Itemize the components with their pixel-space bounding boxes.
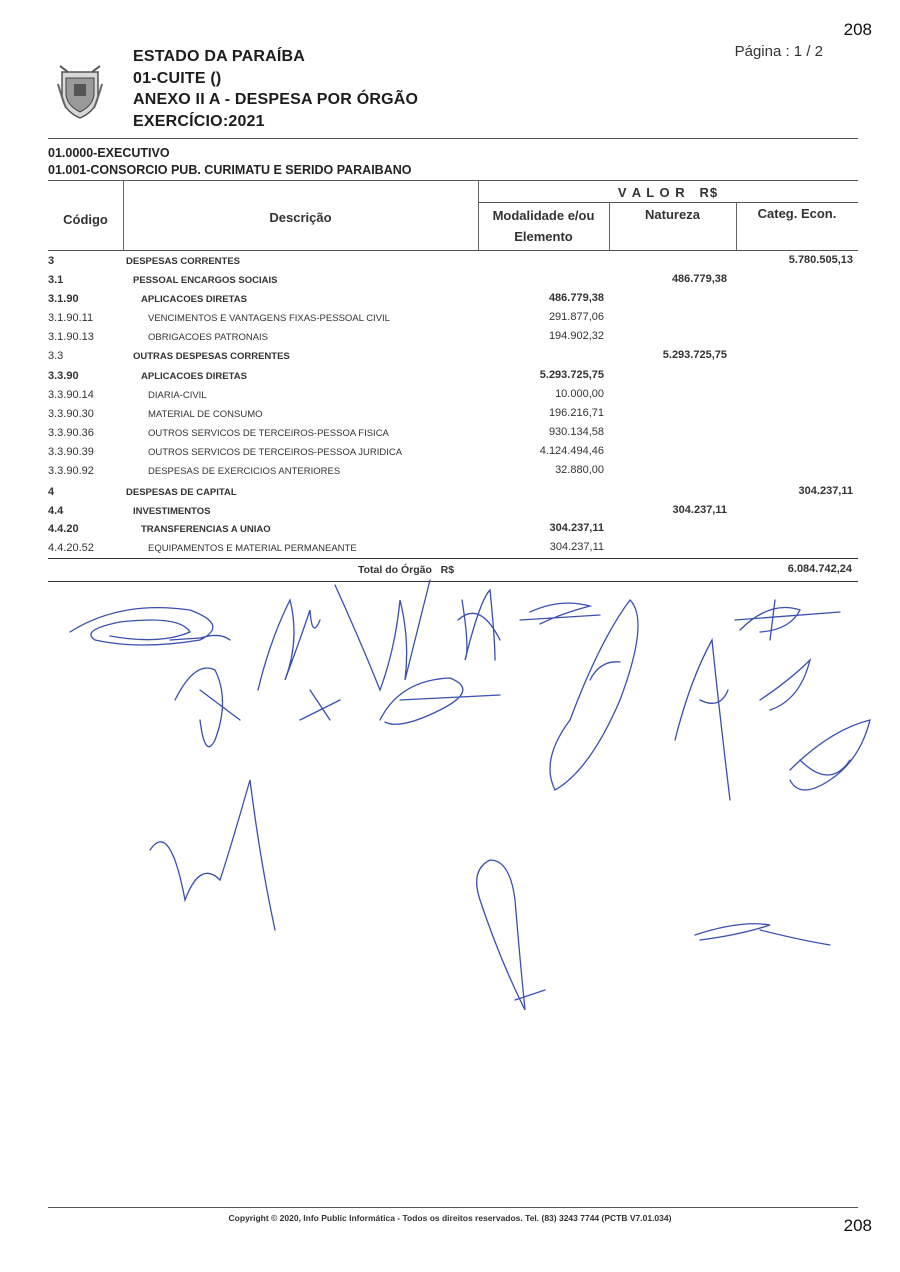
row-modalidade: 304.237,11 [549, 522, 604, 534]
col-header-modalidade: Modalidade e/ou [492, 208, 595, 223]
row-desc: APLICACOES DIRETAS [141, 371, 247, 382]
row-desc: DESPESAS CORRENTES [126, 256, 241, 267]
row-code: 3.3.90.14 [48, 389, 94, 401]
signature-16 [695, 924, 830, 945]
signature-8 [735, 600, 840, 640]
row-modalidade: 291.877,06 [548, 311, 604, 323]
row-modalidade: 5.293.725,75 [539, 369, 604, 381]
signature-1 [70, 608, 230, 645]
row-desc: APLICACOES DIRETAS [141, 294, 247, 305]
footer-copyright: Copyright © 2020, Info Public Informática - Todos os direitos reservados. Tel. (83) 3243 7744 (PCTB V7.01.034) [228, 1213, 672, 1223]
signature-9 [760, 660, 810, 710]
signature-5 [520, 603, 600, 624]
total-label: Total do Órgão R$ [358, 564, 455, 576]
total-value: 6.084.742,24 [787, 563, 852, 575]
header-state: ESTADO DA PARAÍBA [133, 48, 305, 65]
col-header-codigo: Código [63, 212, 108, 227]
row-modalidade: 486.779,38 [548, 292, 604, 304]
row-desc: DESPESAS DE CAPITAL [126, 487, 237, 498]
row-categ: 304.237,11 [798, 485, 853, 497]
signature-11 [790, 720, 870, 790]
row-code: 4 [48, 486, 55, 498]
row-modalidade: 4.124.494,46 [539, 445, 604, 457]
row-code: 3.1 [48, 274, 64, 286]
row-code: 3.3.90.30 [48, 408, 94, 420]
row-modalidade: 32.880,00 [555, 464, 604, 476]
row-code: 3.3.90 [48, 370, 79, 382]
row-code: 4.4 [48, 505, 64, 517]
col-header-descricao: Descrição [269, 210, 332, 225]
col-header-categ: Categ. Econ. [757, 206, 837, 221]
header-entity: 01-CUITE () [133, 70, 222, 87]
signature-12 [175, 668, 240, 747]
row-desc: TRANSFERENCIAS A UNIAO [141, 524, 271, 535]
row-desc: INVESTIMENTOS [133, 506, 211, 517]
row-code: 3.3.90.39 [48, 446, 94, 458]
row-desc: OUTROS SERVICOS DE TERCEIROS-PESSOA FISICA [148, 428, 389, 439]
page-number-top: 208 [843, 20, 872, 39]
row-modalidade: 196.216,71 [548, 407, 604, 419]
row-modalidade: 194.902,32 [548, 330, 604, 342]
organ-power: 01.0000-EXECUTIVO [48, 146, 170, 160]
row-code: 4.4.20.52 [48, 542, 94, 554]
row-code: 4.4.20 [48, 523, 79, 535]
footer-rule [48, 1207, 858, 1208]
row-code: 3.1.90 [48, 293, 79, 305]
page-number-bottom: 208 [843, 1216, 872, 1235]
signature-15 [477, 860, 545, 1010]
row-desc: PESSOAL ENCARGOS SOCIAIS [133, 275, 278, 286]
signature-10 [675, 640, 730, 800]
signature-7 [550, 600, 638, 790]
row-desc: MATERIAL DE CONSUMO [148, 409, 263, 420]
header-annex: ANEXO II A - DESPESA POR ÓRGÃO [133, 91, 419, 108]
signature-4 [458, 590, 500, 660]
row-natureza: 486.779,38 [671, 273, 727, 285]
row-code: 3.3.90.92 [48, 465, 94, 477]
row-code: 3.1.90.11 [48, 312, 94, 324]
row-code: 3.1.90.13 [48, 331, 94, 343]
row-desc: OUTRAS DESPESAS CORRENTES [133, 351, 290, 362]
row-desc: DIARIA-CIVIL [148, 390, 207, 401]
row-modalidade: 304.237,11 [549, 541, 604, 553]
row-modalidade: 10.000,00 [555, 388, 604, 400]
row-desc: DESPESAS DE EXERCICIOS ANTERIORES [148, 466, 341, 477]
pagination: Página : 1 / 2 [734, 43, 823, 60]
header-exercise: EXERCÍCIO:2021 [133, 113, 265, 130]
signature-13 [150, 780, 275, 930]
row-natureza: 304.237,11 [672, 504, 727, 516]
signature-2 [258, 600, 320, 690]
signature-6 [380, 678, 500, 724]
signature-14 [300, 690, 340, 720]
row-desc: EQUIPAMENTOS E MATERIAL PERMANEANTE [148, 543, 357, 554]
row-categ: 5.780.505,13 [788, 254, 853, 266]
col-header-elemento: Elemento [514, 229, 573, 244]
row-natureza: 5.293.725,75 [662, 349, 727, 361]
row-code: 3.3.90.36 [48, 427, 94, 439]
row-desc: OBRIGACOES PATRONAIS [148, 332, 269, 343]
col-header-natureza: Natureza [645, 207, 700, 222]
row-desc: VENCIMENTOS E VANTAGENS FIXAS-PESSOAL CIVIL [148, 313, 390, 324]
row-modalidade: 930.134,58 [548, 426, 604, 438]
row-code: 3.3 [48, 350, 64, 362]
signature-3 [335, 580, 430, 690]
organ-unit: 01.001-CONSORCIO PUB. CURIMATU E SERIDO PARAIBANO [48, 163, 412, 177]
row-code: 3 [48, 255, 55, 267]
row-desc: OUTROS SERVICOS DE TERCEIROS-PESSOA JURIDICA [148, 447, 403, 458]
col-header-valor: V A L O R R$ [617, 185, 719, 200]
